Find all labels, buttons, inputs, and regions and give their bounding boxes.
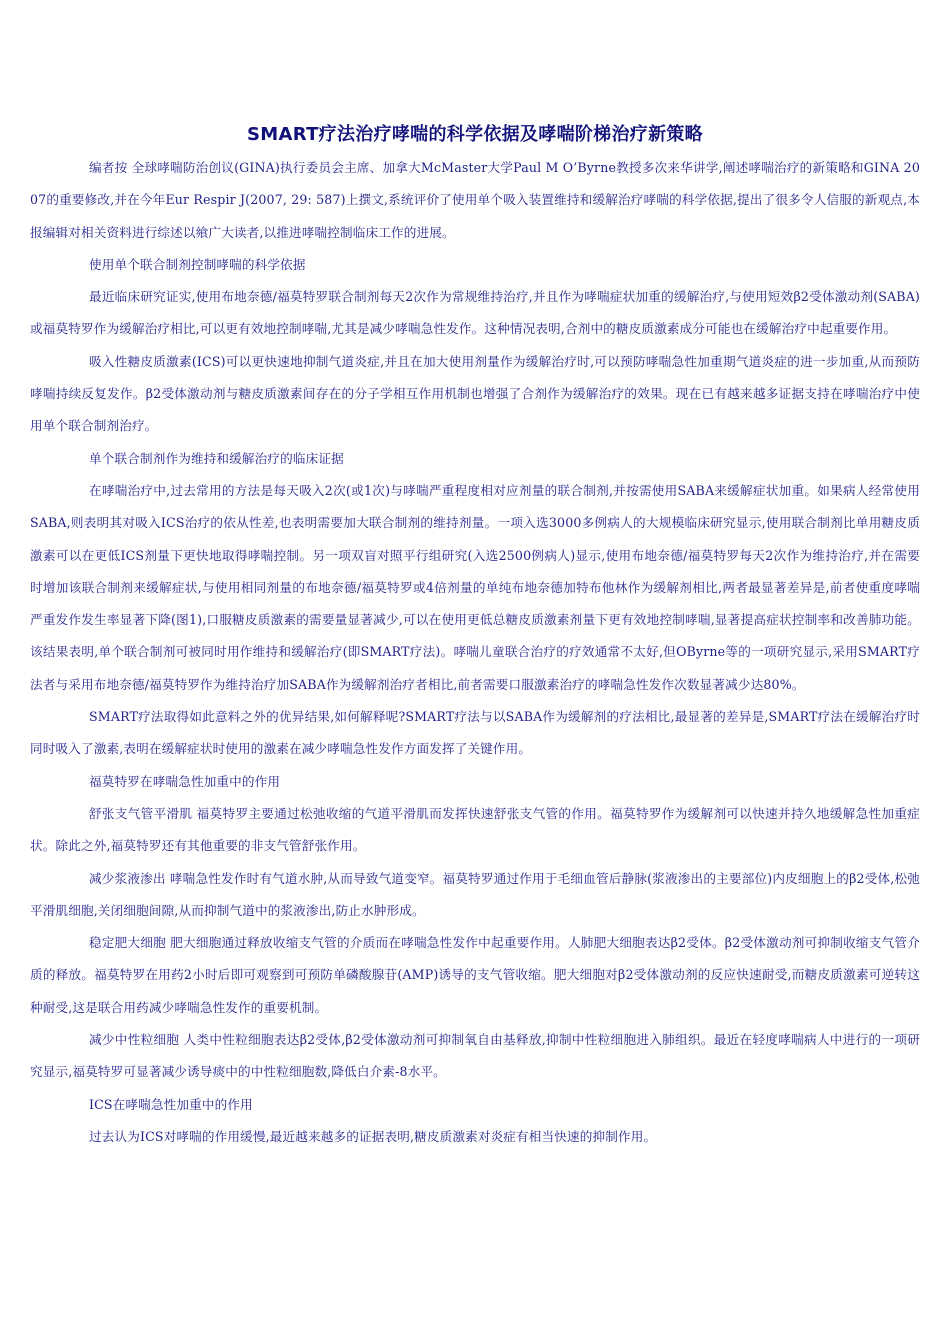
paragraph: 最近临床研究证实,使用布地奈德/福莫特罗联合制剂每天2次作为常规维持治疗,并且作为哮喘症状加重的缓解治疗,与使用短效β2受体激动剂(SABA)或福莫特罗作为缓解治疗相比,可以更有效地控制哮喘,尤其是减少哮喘急性发作。这种情况表明,合剂中的糖皮质激素成分可能也在缓解治疗中起重要作用。 [30,289,920,337]
section-heading: 单个联合制剂作为维持和缓解治疗的临床证据 [89,450,344,466]
section-heading: 使用单个联合制剂控制哮喘的科学依据 [89,256,306,272]
paragraph: 吸入性糖皮质激素(ICS)可以更快速地抑制气道炎症,并且在加大使用剂量作为缓解治疗时,可以预防哮喘急性加重期气道炎症的进一步加重,从而预防哮喘持续反复发作。β2受体激动剂与糖皮质激素间存在的分子学相互作用机制也增强了合剂作为缓解治疗的效果。现在已有越来越多证据支持在哮喘治疗中使用单个联合制剂治疗。 [30,353,920,434]
paragraph: 舒张支气管平滑肌 福莫特罗主要通过松弛收缩的气道平滑肌而发挥快速舒张支气管的作用。福莫特罗作为缓解剂可以快速并持久地缓解急性加重症状。除此之外,福莫特罗还有其他重要的非支气管舒张作用。 [30,805,920,854]
paragraph: SMART疗法取得如此意料之外的优异结果,如何解释呢?SMART疗法与以SABA作为缓解剂的疗法相比,最显著的差异是,SMART疗法在缓解治疗时同时吸入了激素,表明在缓解症状时使用的激素在减少哮喘急性发作方面发挥了关键作用。 [30,709,920,757]
paragraph: 在哮喘治疗中,过去常用的方法是每天吸入2次(或1次)与哮喘严重程度相对应剂量的联合制剂,并按需使用SABA来缓解症状加重。如果病人经常使用SABA,则表明其对吸入ICS治疗的依从性差,也表明需要加大联合制剂的维持剂量。一项入选3000多例病人的大规模临床研究显示,使用联合制剂比单用糖皮质激素可以在更低ICS剂量下更快地取得哮喘控制。另一项双盲对照平行组研究(入选2500例病人)显示,使用布地奈德/福莫特罗每天2次作为维持治疗,并在需要时增加该联合制剂来缓解症状,与使用相同剂量的布地奈德/福莫特罗或4倍剂量的单纯布地奈德加特布他林作为缓解剂相比,两者最显著差异是,前者使重度哮喘严重发作发生率显著下降(图1),口服糖皮质激素的需要量显著减少,可以在使用更低总糖皮质激素剂量下更有效地控制哮喘,显著提高症状控制率和改善肺功能。该结果表明,单个联合制剂可被同时用作维持和缓解治疗(即SMART疗法)。哮喘儿童联合治疗的疗效通常不太好,但OByrne等的一项研究显示,采用SMART疗法者与采用布地奈德/福莫特罗作为维持治疗加SABA作为缓解剂治疗者相比,前者需要口服激素治疗的哮喘急性发作次数显著减少达80%。 [30,482,920,692]
section-heading: 福莫特罗在哮喘急性加重中的作用 [89,773,281,789]
paragraph: 稳定肥大细胞 肥大细胞通过释放收缩支气管的介质而在哮喘急性发作中起重要作用。人肺肥大细胞表达β2受体。β2受体激动剂可抑制收缩支气管介质的释放。福莫特罗在用药2小时后即可观察到可预防单磷酸腺苷(AMP)诱导的支气管收缩。肥大细胞对β2受体激动剂的反应快速耐受,而糖皮质激素可逆转这种耐受,这是联合用药减少哮喘急性发作的重要机制。 [30,935,920,1015]
section-heading: ICS在哮喘急性加重中的作用 [89,1096,253,1112]
paragraph: 减少中性粒细胞 人类中性粒细胞表达β2受体,β2受体激动剂可抑制氧自由基释放,抑制中性粒细胞进入肺组织。最近在轻度哮喘病人中进行的一项研究显示,福莫特罗可显著减少诱导痰中的中性粒细胞数,降低白介素-8水平。 [30,1032,920,1080]
paragraph: 减少浆液渗出 哮喘急性发作时有气道水肿,从而导致气道变窄。福莫特罗通过作用于毛细血管后静脉(浆液渗出的主要部位)内皮细胞上的β2受体,松弛平滑肌细胞,关闭细胞间隙,从而抑制气道中的浆液渗出,防止水肿形成。 [30,870,920,918]
paragraph: 过去认为ICS对哮喘的作用缓慢,最近越来越多的证据表明,糖皮质激素对炎症有相当快速的抑制作用。 [89,1128,657,1144]
article-body [30,118,920,1153]
article-blocks [30,152,920,1153]
article-title: SMART疗法治疗哮喘的科学依据及哮喘阶梯治疗新策略 [247,124,703,145]
paragraph: 编者按 全球哮喘防治创议(GINA)执行委员会主席、加拿大McMaster大学Paul M O’Byrne教授多次来华讲学,阐述哮喘治疗的新策略和GINA 2007的重要修改,并在今年Eur Respir J(2007, 29: 587)上撰文,系统评价了使用单个吸入装置维持和缓解治疗哮喘的科学依据,提出了很多令人信服的新观点,本报编辑对相关资料进行综述以飨广大读者,以推进哮喘控制临床工作的进展。 [30,160,920,240]
